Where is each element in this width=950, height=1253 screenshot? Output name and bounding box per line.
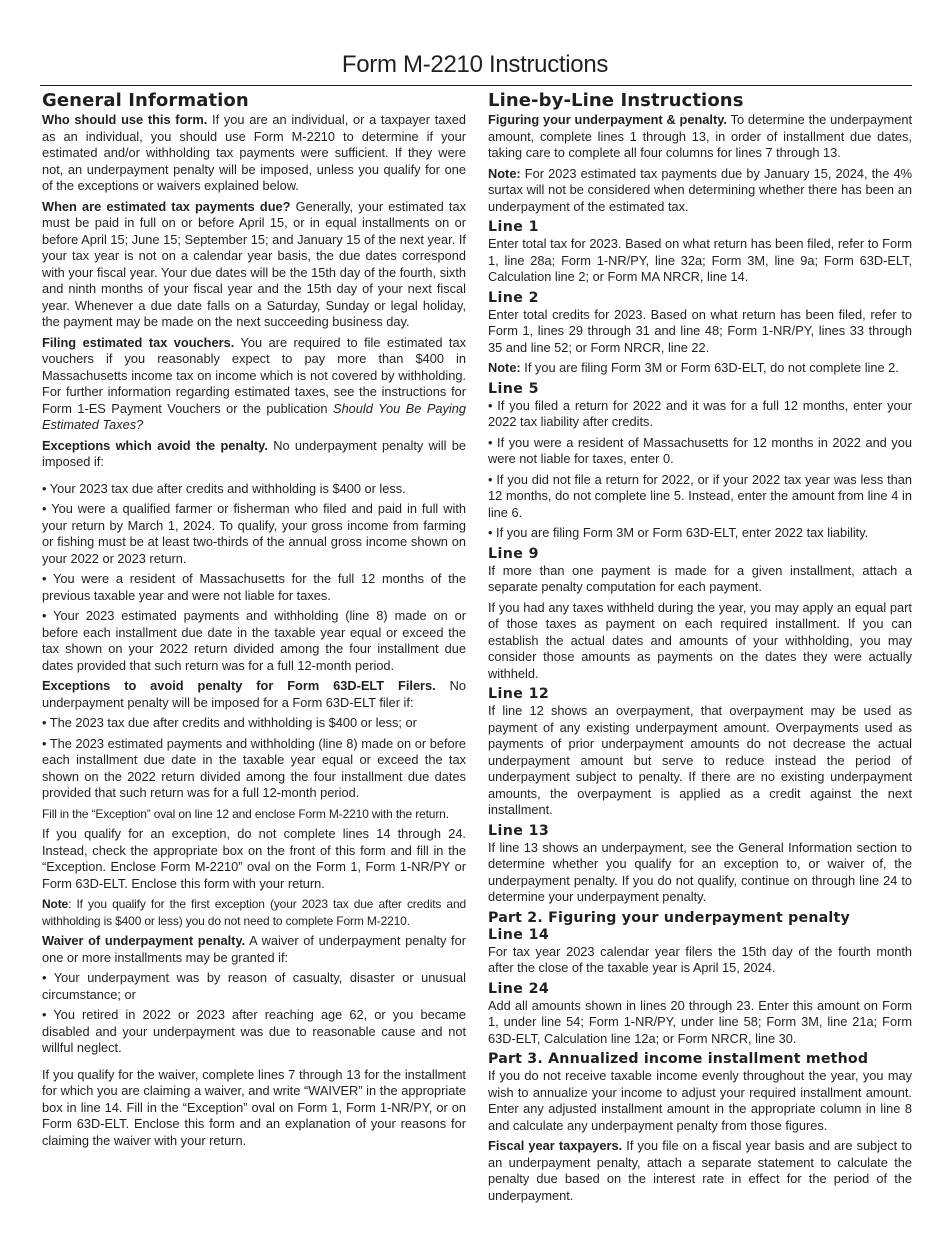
- elt-bullet: • The 2023 estimated payments and withholding (line 8) made on or before each installment due date in the taxable year equal or exceed the tax shown on the 2022 return divided among the four installment due dates provided that such return was for a full 12-month period.: [42, 735, 466, 800]
- waiver-text: A waiver of underpayment penalty for one or more installments may be granted if:: [42, 933, 466, 965]
- filing-lead: Filing estimated tax vouchers.: [42, 334, 235, 350]
- elt-text: No underpayment penalty will be imposed for a Form 63D-ELT filer if:: [42, 678, 466, 710]
- line-14-text: For tax year 2023 calendar year filers the 15th day of the fourth month after the close of the taxable year is April 15, 2024.: [488, 943, 912, 975]
- when-lead: When are estimated tax payments due?: [42, 198, 291, 214]
- line-13-text: If line 13 shows an underpayment, see the General Information section to determine whether you qualify for an exception to, or waiver of, the underpayment penalty. If you do not qualify, continue on through line 24 to determine your underpayment penalty.: [488, 839, 912, 904]
- surtax-note: [488, 166, 912, 216]
- exception-bullet: • Your 2023 tax due after credits and withholding is $400 or less.: [42, 480, 406, 496]
- elt-bullet: • The 2023 tax due after credits and withholding is $400 or less; or: [42, 715, 417, 730]
- figuring-text: To determine the underpayment amount, complete lines 1 through 13, in order of installment due dates, taking care to complete all four columns for lines 7 through 13.: [488, 112, 912, 160]
- line-2-note: [488, 360, 912, 377]
- line-2-heading: Line 2: [488, 289, 539, 306]
- line-5-bullet: • If you did not file a return for 2022, or if your 2022 tax year was less than 12 months, do not complete line 5. Instead, enter the amount from line 4 in line 6.: [488, 471, 912, 520]
- when-text: Generally, your estimated tax must be paid in full on or before April 15, or in equal installments on or before April 15; June 15; September 15; and January 15 of the next year. If your tax year is not on a calendar year basis, the due dates correspond with your fiscal year. Your due dates will be the 15th day of the fourth, sixth and ninth months of your fiscal year and the 15th day of your next fiscal year. Whenever a due date falls on a Saturday, Sunday or legal holiday, the payment may be made on the next succeeding business day.: [42, 198, 466, 329]
- part-3-text: If you do not receive taxable income evenly throughout the year, you may wish to annualize your income to adjust your required installment amount. Enter any adjusted installment amount in the appropriate column in line 8 and calculate any underpayment penalty from those figures.: [488, 1068, 912, 1133]
- line-24-heading: Line 24: [488, 980, 550, 997]
- line-9-text: If more than one payment is made for a given installment, attach a separate penalty computation for each payment.: [488, 562, 912, 594]
- line-24-text: Add all amounts shown in lines 20 through 23. Enter this amount on Form 1, under line 54; Form 1-NR/PY, under line 58; Form 3M, line 21a; Form 63D-ELT, Calculation line 12a; or Form NRCR, line 30.: [488, 997, 912, 1046]
- part-2-heading: Part 2. Figuring your underpayment penalty: [488, 909, 850, 926]
- waiver-lead: Waiver of underpayment penalty.: [42, 933, 246, 948]
- line-12-text: If line 12 shows an overpayment, that overpayment may be used as payment of any existing underpayment amount. Overpayments used as payments of prior underpayment amounts do not decrease the actual underpayment amount but serve to reduce instead the period of underpayment subject to penalty. If there are no existing underpayment amounts, the overpayment is applied as a credit against the next installment.: [488, 703, 912, 817]
- surtax-note-lead: Note:: [488, 165, 521, 181]
- line-by-line-column: [488, 90, 912, 1208]
- line-13-heading: Line 13: [488, 822, 550, 839]
- who-text: If you are an individual, or a taxpayer taxed as an individual, you should use Form M-2210 to determine if your estimated and/or withholding tax payments were sufficient. If they were not, an underpayment penalty will be imposed, unless you qualify for one of the exceptions or waivers explained below.: [42, 112, 467, 193]
- line-by-line-heading: Line-by-Line Instructions: [488, 90, 744, 111]
- line-1-heading: Line 1: [488, 219, 539, 235]
- waiver-qualify-paragraph: If you qualify for the waiver, complete lines 7 through 13 for the installment for which you are claiming a waiver, and write “WAIVER” in the appropriate box in line 14. Fill in the “Exception” oval on Form 1, Form 1-NR/PY, or on Form 63D-ELT. Enclose this form and an explanation of your reasons for claiming the waiver with your return.: [42, 1066, 466, 1148]
- exceptions-lead: Exceptions which avoid the penalty.: [42, 437, 268, 453]
- elt-exceptions-paragraph: [42, 678, 466, 711]
- title-rule: [40, 85, 912, 86]
- elt-lead: Exceptions to avoid penalty for Form 63D-ELT Filers.: [42, 678, 436, 693]
- when-due-paragraph: [42, 199, 466, 331]
- general-information-heading: General Information: [42, 90, 249, 111]
- line-12-heading: Line 12: [488, 686, 550, 702]
- line-14-heading: Line 14: [488, 926, 550, 943]
- exceptions-paragraph: [42, 438, 466, 471]
- general-information-column: [42, 90, 466, 1153]
- exceptions-text: No underpayment penalty will be imposed if:: [42, 437, 466, 469]
- who-lead: Who should use this form.: [42, 112, 208, 127]
- line-2-text: Enter total credits for 2023. Based on what return has been filed, refer to Form 1, lines 29 through 31 and line 48; Form 1-NR/PY, lines 33 through 35 and line 52; or Form NRCR, line 22.: [488, 306, 912, 355]
- filing-publication-title: Should You Be Paying Estimated Taxes?: [42, 400, 466, 432]
- part-3-heading: Part 3. Annualized income installment method: [488, 1051, 869, 1067]
- fiscal-text: If you file on a fiscal year basis and are subject to an underpayment penalty, attach a separate statement to calculate the penalty due based on the interest rate in effect for the period of the underpayment.: [488, 1138, 913, 1203]
- figuring-lead: Figuring your underpayment & penalty.: [488, 112, 727, 127]
- exception-bullet: • You were a qualified farmer or fisherman who filed and paid in full with your return by March 1, 2024. To qualify, your gross income from farming or fishing must be at least two-thirds of the annual gross income shown on your 2022 or 2023 return.: [42, 501, 466, 566]
- line-5-bullet: • If you are filing Form 3M or Form 63D-ELT, enter 2022 tax liability.: [488, 525, 869, 540]
- line-2-note-lead: Note:: [488, 360, 521, 375]
- exception-bullet: • You were a resident of Massachusetts for the full 12 months of the previous taxable year and were not liable for taxes.: [42, 571, 466, 603]
- filing-vouchers-paragraph: [42, 335, 466, 434]
- page-title: Form M-2210 Instructions: [341, 51, 609, 78]
- fiscal-lead: Fiscal year taxpayers.: [488, 1138, 623, 1153]
- filing-text: You are required to file estimated tax vouchers if you reasonably expect to pay more than $400 in Massachusetts income tax on income which is not covered by withholding. For further information regarding estimated taxes, see the instructions for Form 1-ES Payment Vouchers or the publication: [42, 334, 466, 416]
- line-2-note-text: If you are filing Form 3M or Form 63D-ELT, do not complete line 2.: [520, 360, 899, 375]
- line-1-text: Enter total tax for 2023. Based on what return has been filed, refer to Form 1, line 28a; Form 1-NR/PY, line 32a; Form 3M, line 9a; Form 63D-ELT, Calculation line 2; or Form MA NRCR, line 14.: [488, 236, 912, 284]
- note-text: : If you qualify for the first exception (your 2023 tax due after credits and withholding is $400 or less) you do not need to complete Form M-2210.: [42, 897, 466, 928]
- line-5-bullet: • If you were a resident of Massachusetts for 12 months in 2022 and you were not liable for taxes, enter 0.: [488, 434, 912, 466]
- qualify-exception-paragraph: If you qualify for an exception, do not complete lines 14 through 24. Instead, check the appropriate box on the front of this form and fill in the “Exception. Enclose Form M-2210” oval on the Form 1, Form 1-NR/PY or Form 63D-ELT. Enclose this form with your return.: [42, 826, 466, 891]
- line-9-withholding-text: If you had any taxes withheld during the year, you may apply an equal part of those taxes as payment on each required installment. If you can establish the actual dates and amounts of your withholding, you may consider those amounts as payments on the dates they were actually withheld.: [488, 599, 912, 681]
- figuring-paragraph: [488, 112, 912, 162]
- first-exception-note: [42, 896, 466, 929]
- waiver-paragraph: [42, 933, 466, 966]
- who-should-use-paragraph: [42, 112, 466, 195]
- waiver-bullet: • Your underpayment was by reason of casualty, disaster or unusual circumstance; or: [42, 970, 466, 1002]
- line-5-heading: Line 5: [488, 380, 539, 397]
- exception-bullet: • Your 2023 estimated payments and withholding (line 8) made on or before each installment due date in the taxable year equal or exceed the tax shown on your 2022 return divided among the four installment due dates provided that such return was for a full 12-month period.: [42, 608, 466, 673]
- line-9-heading: Line 9: [488, 545, 539, 562]
- surtax-note-text: For 2023 estimated tax payments due by January 15, 2024, the 4% surtax will not be considered when determining whether there has been an underpayment of the estimated tax.: [488, 165, 912, 214]
- fiscal-year-paragraph: [488, 1138, 912, 1204]
- waiver-bullet: • You retired in 2022 or 2023 after reaching age 62, or you became disabled and your underpayment was due to reasonable cause and not willful neglect.: [42, 1007, 466, 1055]
- line-5-bullet: • If you filed a return for 2022 and it was for a full 12 months, enter your 2022 tax liability after credits.: [488, 397, 912, 429]
- fill-in-exception-note: Fill in the “Exception” oval on line 12 and enclose Form M-2210 with the return.: [42, 806, 449, 821]
- note-lead: Note: [42, 897, 69, 911]
